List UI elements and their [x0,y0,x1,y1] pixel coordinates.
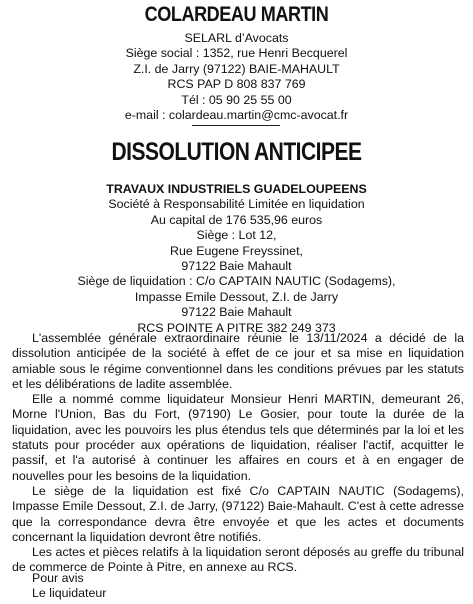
firm-rcs: RCS PAP D 808 837 769 [167,77,306,92]
company-details [0,182,473,336]
paragraph-liquidation-seat: Le siège de la liquidation est fixé C/o CAPTAIN NAUTIC (Sodagems), Impasse Emile Dessout, Z.I. de Jarry, (97122) Baie-Mahault. C'est à cette adresse que la correspondance devra être envoyée et que les actes et documents concernant la liquidation devront être notifiés. [12,483,464,544]
company-rcs: RCS POINTE A PITRE 382 249 373 [137,320,336,335]
liquidation-seat-line2: Impasse Emile Dessout, Z.I. de Jarry [134,289,339,304]
firm-type: SELARL d’Avocats [184,31,289,45]
firm-title: COLARDEAU MARTIN [144,3,329,26]
closing-line2: Le liquidateur [32,586,107,601]
closing-signature [32,571,106,602]
liquidation-seat-line1: Siège de liquidation : C/o CAPTAIN NAUTIC (Sodagems), [77,274,396,289]
liquidation-seat-line3: 97122 Baie Mahault [181,305,292,320]
company-capital: Au capital de 176 535,96 euros [150,212,323,227]
company-name: TRAVAUX INDUSTRIELS GUADELOUPEENS [106,182,367,196]
firm-address-line1: Siège social : 1352, rue Henri Becquerel [125,46,348,61]
company-seat-line3: 97122 Baie Mahault [181,259,292,274]
company-form: Société à Responsabilité Limitée en liquidation [108,197,365,212]
paragraph-liquidator: Elle a nommé comme liquidateur Monsieur Henri MARTIN, demeurant 26, Morne l'Union, Bas du Fort, (97190) Le Gosier, pour toute la durée de la liquidation, avec les pouvoirs les plus étendus tels que déterminés par la loi et les statuts pour procéder aux opérations de liquidation, réaliser l'actif, acquitter le passif, et l'a autorisé à continuer les affaires en cours et à en engager de nouvelles pour les besoins de la liquidation. [12,392,464,483]
company-seat-line2: Rue Eugene Freyssinet, [170,243,303,258]
notice-title: DISSOLUTION ANTICIPEE [111,138,362,166]
header-divider [192,125,280,126]
firm-phone: Tél : 05 90 25 55 00 [181,92,292,107]
paragraph-assembly: L'assemblée générale extraordinaire réunie le 13/11/2024 a décidé de la dissolution anticipée de la société à effet de ce jour et sa mise en liquidation amiable sous le régime conventionnel dans les conditions prévues par les statuts et les délibérations de ladite assemblée. [12,331,464,391]
paragraph-filing: Les actes et pièces relatifs à la liquidation seront déposés au greffe du tribunal de commerce de Pointe à Pitre, en annexe au RCS. [12,545,464,575]
firm-details [0,31,473,123]
company-seat-line1: Siège : Lot 12, [196,228,277,243]
notice-body [12,331,464,576]
firm-email: e-mail : colardeau.martin@cmc-avocat.fr [124,108,349,123]
closing-line1: Pour avis [32,571,84,585]
firm-address-line2: Z.I. de Jarry (97122) BAIE-MAHAULT [133,61,340,76]
